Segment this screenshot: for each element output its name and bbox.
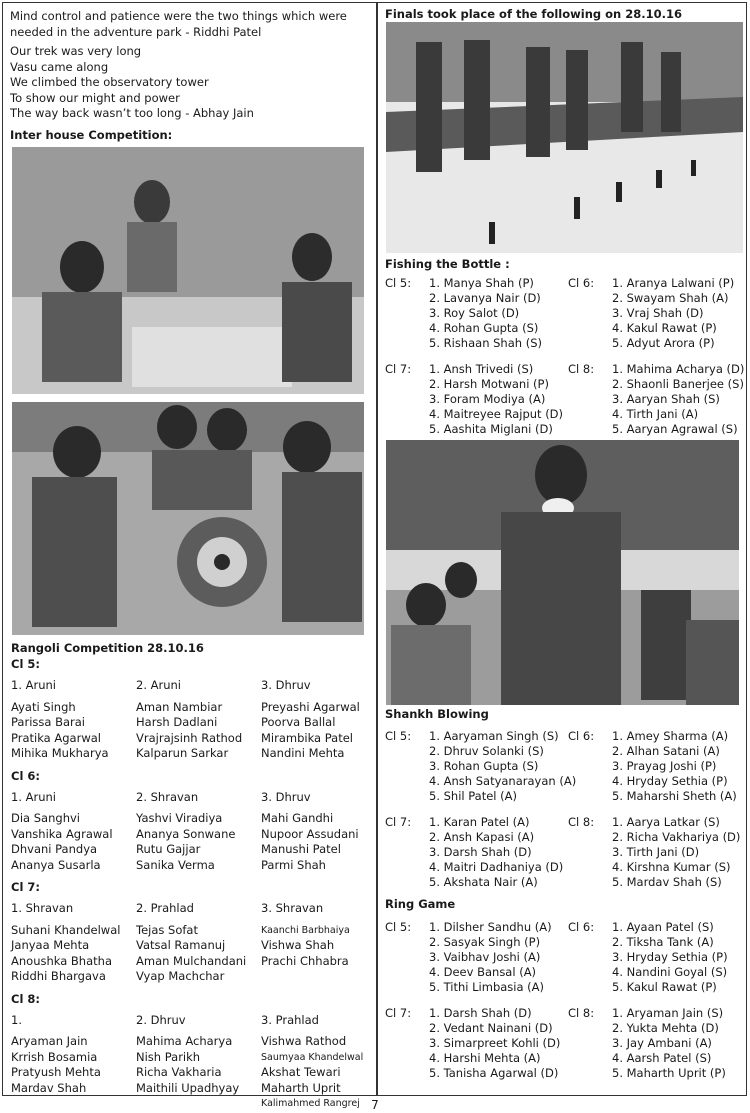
result-list (612, 920, 728, 995)
result-item: 1. Aaryaman Singh (S) (429, 729, 559, 743)
class-label: Cl 7: (385, 362, 412, 376)
result-item: 1. Aryaman Jain (S) (612, 1006, 724, 1020)
class-results (568, 362, 744, 437)
participant-name: Vrajrajsinh Rathod (136, 730, 243, 745)
class-results (568, 1006, 726, 1081)
result-item: 2. Swayam Shah (A) (612, 291, 729, 305)
result-item: 5. Shil Patel (A) (429, 789, 518, 803)
class-results (385, 815, 563, 890)
result-item: 5. Maharshi Sheth (A) (612, 789, 737, 803)
result-list (429, 815, 563, 890)
participant-name: Mardav Shah (11, 1080, 87, 1095)
result-item: 2. Alhan Satani (A) (612, 744, 720, 758)
participant-name: Aman Mulchandani (136, 953, 247, 968)
participant-name: Prachi Chhabra (261, 953, 349, 968)
result-item: 4. Aarsh Patel (S) (612, 1051, 712, 1065)
result-item: 4. Kakul Rawat (P) (612, 321, 717, 335)
participant-name: Aman Nambiar (136, 699, 223, 714)
rangoli-class-block (11, 768, 371, 874)
result-item: 4. Ansh Satyanarayan (A) (429, 774, 577, 788)
result-list (429, 362, 563, 437)
result-item: 2. Ansh Kapasi (A) (429, 830, 535, 844)
result-list (429, 276, 542, 351)
participant-name: Richa Vakharia (136, 1065, 222, 1079)
result-item: 4. Maitri Dadhaniya (D) (429, 860, 564, 874)
fishing-bottle-photo (386, 22, 743, 253)
result-list (612, 276, 734, 351)
participant-name: Vatsal Ramanuj (136, 938, 226, 952)
result-item: 5. Maharth Uprit (P) (612, 1066, 726, 1080)
result-item: 5. Mardav Shah (S) (612, 875, 722, 889)
class-results (385, 276, 542, 351)
result-list (429, 729, 576, 804)
class-results (568, 729, 737, 804)
shankh-heading: Shankh Blowing (385, 707, 489, 721)
result-item: 1. Dilsher Sandhu (A) (429, 920, 552, 934)
participant-name: Nish Parikh (136, 1049, 201, 1064)
result-item: 2. Shaonli Banerjee (S) (612, 377, 744, 391)
result-item: 1. Darsh Shah (D) (429, 1006, 532, 1020)
participant-name: Mahi Gandhi (261, 811, 334, 825)
result-item: 1. Aranya Lalwani (P) (612, 276, 735, 290)
participant-name: Mirambika Patel (261, 730, 353, 745)
result-item: 1. Mahima Acharya (D) (612, 362, 745, 376)
place-label: 1. (11, 1012, 22, 1027)
result-item: 4. Harshi Mehta (A) (429, 1051, 541, 1065)
class-label: Cl 8: (568, 815, 595, 829)
participant-name: Janyaa Mehta (11, 938, 90, 952)
ring-heading: Ring Game (385, 897, 456, 911)
result-item: 5. Tanisha Agarwal (D) (429, 1066, 559, 1080)
class-label: Cl 8: (11, 991, 40, 1006)
place-label: 2. Aruni (136, 678, 181, 692)
participant-name: Vishwa Rathod (261, 1034, 347, 1048)
participant-name: Preyashi Agarwal (261, 699, 360, 714)
result-item: 3. Aaryan Shah (S) (612, 392, 720, 406)
inter-house-heading: Inter house Competition: (10, 128, 173, 142)
place-label: 3. Dhruv (261, 678, 311, 692)
participant-name: Maharth Uprit (261, 1080, 341, 1095)
participant-name: Dia Sanghvi (11, 811, 80, 825)
place-label: 1. Aruni (11, 789, 56, 804)
result-item: 3. Tirth Jani (D) (612, 845, 700, 859)
participant-name: Ayati Singh (11, 699, 76, 714)
rangoli-class-block (11, 656, 371, 762)
result-item: 3. Foram Modiya (A) (429, 392, 546, 406)
class-results (385, 920, 552, 995)
class-label: Cl 6: (11, 768, 40, 783)
result-item: 2. Harsh Motwani (P) (429, 377, 549, 391)
result-item: 1. Karan Patel (A) (429, 815, 530, 829)
poem-line: We climbed the observatory tower (10, 75, 209, 89)
participant-name: Pratika Agarwal (11, 730, 101, 745)
poem-line: Our trek was very long (10, 44, 142, 58)
result-item: 4. Maitreyee Rajput (D) (429, 407, 564, 421)
place-label: 3. Shravan (261, 901, 324, 915)
class-label: Cl 5: (385, 276, 412, 290)
fishing-heading: Fishing the Bottle : (385, 257, 510, 271)
participant-name: Kalimahmed Rangrej (261, 1098, 360, 1109)
participant-name: Poorva Ballal (261, 715, 336, 729)
participant-name: Manushi Patel (261, 842, 341, 856)
result-list (612, 815, 740, 890)
participant-name: Sanika Verma (136, 857, 215, 872)
participant-name (261, 969, 371, 985)
rangoli-class-list (11, 656, 371, 1112)
place-label: 1. Shravan (11, 901, 74, 915)
places-row (11, 790, 371, 806)
result-item: 4. Deev Bansal (A) (429, 965, 537, 979)
result-item: 5. Akshata Nair (A) (429, 875, 538, 889)
result-item: 2. Sasyak Singh (P) (429, 935, 541, 949)
names-grid (11, 811, 371, 873)
place-label: 2. Prahlad (136, 901, 194, 915)
result-list (429, 1006, 560, 1081)
participant-name: Krrish Bosamia (11, 1049, 98, 1064)
result-item: 3. Vraj Shah (D) (612, 306, 704, 320)
rangoli-photo (12, 402, 364, 635)
participant-name: Ananya Susarla (11, 857, 101, 872)
result-item: 5. Aaryan Agrawal (S) (612, 422, 738, 436)
class-results (568, 276, 734, 351)
result-item: 4. Hryday Sethia (P) (612, 774, 728, 788)
result-item: 5. Adyut Arora (P) (612, 336, 715, 350)
result-item: 1. Ayaan Patel (S) (612, 920, 714, 934)
participant-name: Nandini Mehta (261, 746, 345, 760)
place-label: 3. Prahlad (261, 1012, 319, 1027)
result-item: 3. Vaibhav Joshi (A) (429, 950, 541, 964)
participant-name: Kalparun Sarkar (136, 746, 229, 760)
participant-name: Anoushka Bhatha (11, 953, 112, 968)
participant-name: Tejas Sofat (136, 922, 198, 937)
rangoli-class-block (11, 879, 371, 985)
result-item: 3. Simarpreet Kohli (D) (429, 1036, 561, 1050)
participant-name: Dhvani Pandya (11, 842, 98, 856)
class-label: Cl 5: (11, 657, 40, 671)
result-item: 2. Vedant Nainani (D) (429, 1021, 553, 1035)
result-item: 2. Richa Vakhariya (D) (612, 830, 741, 844)
result-list (612, 1006, 726, 1081)
class-results (385, 729, 576, 804)
participant-name: Mihika Mukharya (11, 746, 109, 760)
class-label: Cl 8: (568, 362, 595, 376)
participant-name: Riddhi Bhargava (11, 969, 106, 983)
result-list (612, 729, 737, 804)
result-item: 2. Dhruv Solanki (S) (429, 744, 544, 758)
rangoli-heading: Rangoli Competition 28.10.16 (11, 641, 204, 655)
participant-name: Harsh Dadlani (136, 715, 218, 729)
result-list (612, 362, 744, 437)
participant-name: Ananya Sonwane (136, 826, 236, 841)
result-item: 2. Lavanya Nair (D) (429, 291, 541, 305)
riddhi-quote: Mind control and patience were the two things which were needed in the adventure park - Riddhi Patel (10, 9, 347, 39)
result-item: 3. Prayag Joshi (P) (612, 759, 717, 773)
participant-name: Vyap Machchar (136, 969, 225, 983)
result-item: 2. Yukta Mehta (D) (612, 1021, 719, 1035)
place-label: 1. Aruni (11, 678, 56, 692)
participant-name: Parmi Shah (261, 857, 326, 872)
places-row (11, 901, 371, 917)
participant-name: Pratyush Mehta (11, 1065, 101, 1079)
inter-house-photo (12, 147, 364, 394)
participant-name: Rutu Gajjar (136, 842, 201, 856)
participant-name: Vanshika Agrawal (11, 826, 113, 841)
result-item: 4. Tirth Jani (A) (612, 407, 699, 421)
participant-name: Aryaman Jain (11, 1034, 88, 1048)
result-item: 1. Aarya Latkar (S) (612, 815, 720, 829)
result-item: 4. Kirshna Kumar (S) (612, 860, 731, 874)
names-grid (11, 700, 371, 762)
places-row (11, 1013, 371, 1029)
participant-name: Vishwa Shah (261, 938, 335, 952)
result-item: 5. Tithi Limbasia (A) (429, 980, 545, 994)
result-item: 5. Aashita Miglani (D) (429, 422, 553, 436)
participant-name: Suhani Khandelwal (11, 922, 121, 937)
class-label: Cl 7: (385, 1006, 412, 1020)
result-item: 1. Amey Sharma (A) (612, 729, 729, 743)
participant-name: Parissa Barai (11, 715, 85, 729)
place-label: 2. Shravan (136, 789, 199, 804)
result-item: 3. Hryday Sethia (P) (612, 950, 728, 964)
participant-name: Kaanchi Barbhaiya (261, 924, 350, 936)
class-label: Cl 6: (568, 729, 595, 743)
result-item: 4. Nandini Goyal (S) (612, 965, 728, 979)
place-label: 3. Dhruv (261, 789, 311, 804)
poem-line: To show our might and power (10, 90, 180, 105)
participant-name: Yashvi Viradiya (136, 811, 223, 825)
rangoli-class-block (11, 991, 371, 1112)
participant-name: Mahima Acharya (136, 1034, 233, 1048)
participant-name: Nupoor Assudani (261, 826, 359, 841)
rangoli-section (11, 641, 371, 1112)
class-results (568, 815, 740, 890)
finals-heading: Finals took place of the following on 28.10.16 (385, 7, 682, 21)
place-label: 2. Dhruv (136, 1012, 186, 1027)
result-item: 3. Darsh Shah (D) (429, 845, 532, 859)
names-grid (11, 923, 371, 985)
result-item: 3. Rohan Gupta (S) (429, 759, 539, 773)
result-item: 5. Rishaan Shah (S) (429, 336, 542, 350)
page-number: 7 (371, 1098, 379, 1112)
participant-name: Maithili Upadhyay (136, 1080, 240, 1095)
result-item: 1. Manya Shah (P) (429, 276, 534, 290)
class-label: Cl 8: (568, 1006, 595, 1020)
result-item: 1. Ansh Trivedi (S) (429, 362, 534, 376)
class-label: Cl 6: (568, 920, 595, 934)
result-item: 4. Rohan Gupta (S) (429, 321, 539, 335)
result-item: 2. Tiksha Tank (A) (612, 935, 714, 949)
result-list (429, 920, 552, 995)
class-results (385, 362, 563, 437)
class-results (385, 1006, 560, 1081)
participant-name: Saumyaa Khandelwal (261, 1051, 364, 1063)
class-label: Cl 6: (568, 276, 595, 290)
result-item: 3. Roy Salot (D) (429, 306, 520, 320)
class-results (568, 920, 728, 995)
places-row (11, 678, 371, 694)
shankh-blowing-photo (386, 440, 739, 705)
trek-poem (10, 44, 254, 122)
column-divider (376, 3, 378, 1095)
result-item: 3. Jay Ambani (A) (612, 1036, 712, 1050)
class-label: Cl 5: (385, 729, 412, 743)
participant-name: Akshat Tewari (261, 1065, 341, 1079)
result-item: 5. Kakul Rawat (P) (612, 980, 717, 994)
poem-line: The way back wasn’t too long - Abhay Jain (10, 106, 254, 120)
poem-line: Vasu came along (10, 59, 109, 74)
class-label: Cl 7: (385, 815, 412, 829)
class-label: Cl 5: (385, 920, 412, 934)
class-label: Cl 7: (11, 880, 40, 894)
